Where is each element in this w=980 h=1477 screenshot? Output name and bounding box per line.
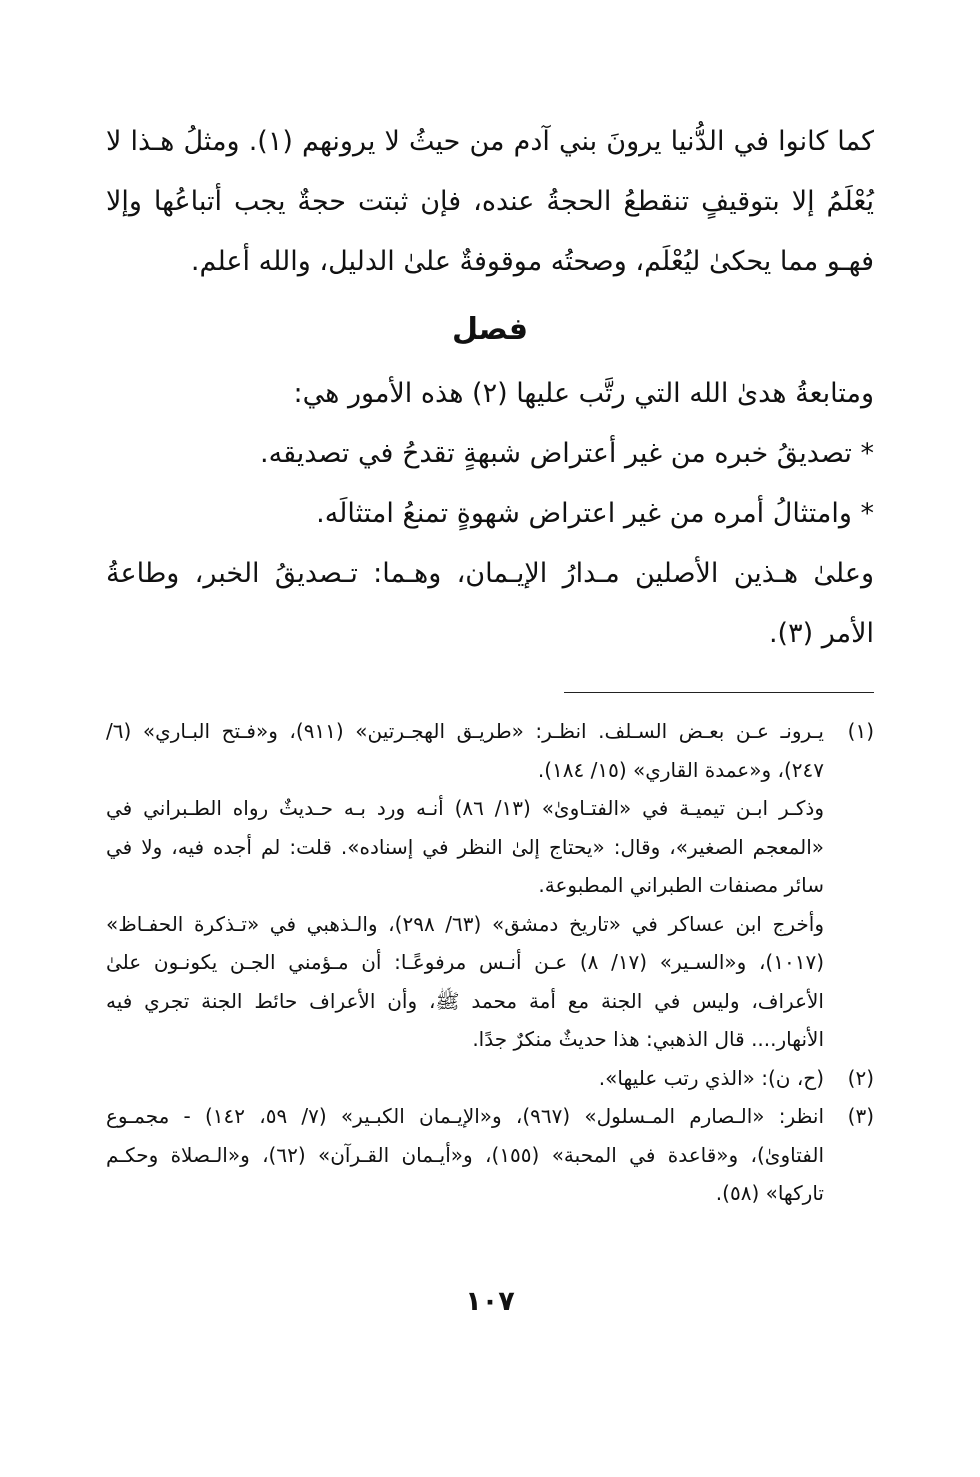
main-text <box>106 112 874 664</box>
paragraph-1: كما كانوا في الدُّنيا يرونَ بني آدم من حيثُ لا يرونهم (١). ومثلُ هـذا لا يُعْلَمُ إلا بتوقيفٍ تنقطعُ الحجةُ عنده، فإن ثبتت حجةٌ يجب أتباعُها وإلا فهـو مما يحكىٰ ليُعْلَم، وصحتُه موقوفةٌ علىٰ الدليل، والله أعلم. <box>106 126 874 277</box>
footnote-1 <box>106 712 874 1059</box>
footnote-number: (٢) <box>847 1065 874 1090</box>
footnote-body <box>106 1059 824 1098</box>
paragraph-3: وعلىٰ هـذين الأصلين مـدارُ الإيـمان، وهـما: تـصديقُ الخبر، وطاعةُ الأمر (٣). <box>106 558 874 649</box>
footnote-paragraph: وذكـر ابـن تيميـة في «الفتـاوىٰ» (١٣/ ٨٦) أنـه ورد بـه حـديثٌ رواه الطـبراني في «المعجم الصغير»، وقال: «يحتاج إلىٰ النظر في إسناده». قلت: لم أجده فيه، ولا في سائر مصنفات الطبراني المطبوعة. <box>106 796 824 897</box>
page-number: ١٠٧ <box>465 1286 515 1317</box>
footnote-2 <box>106 1059 874 1098</box>
list-item-2: * وامتثالُ أمره من غير اعتراض شهوةٍ تمنعُ امتثالَه. <box>316 498 874 529</box>
footnote-body <box>106 712 824 1059</box>
footnote-paragraph: وأخرج ابن عساكر في «تاريخ دمشق» (٦٣/ ٢٩٨)، والـذهبي في «تـذكرة الحفـاظ» (١٠١٧)، و«السـير» (١٧/ ٨) عـن أنـس مرفوعًـا: أن مـؤمني الجـن يكونـون علىٰ الأعراف، وليس في الجنة مع أمة محمد ﷺ، وأن الأعراف حائط الجنة تجري فيه الأنهار.... قال الذهبي: هذا حديثٌ منكرٌ جدًا. <box>106 911 825 1051</box>
footnote-paragraph: يـرونـ عـن بعـض السـلف. انظـر: «طريـق الهجـرتين» (٩١١)، و«فـتح البـاري» (٦/ ٢٤٧)، و«عمدة القاري» (١٥/ ١٨٤). <box>106 719 824 782</box>
section-heading: فصل <box>452 312 528 347</box>
footnote-paragraph: (ح، ن): «الذي رتب عليها». <box>598 1065 824 1090</box>
footnote-divider <box>564 692 874 693</box>
paragraph-2: ومتابعةُ هدىٰ الله التي رتَّب عليها (٢) هذه الأمور هي: <box>293 378 874 409</box>
footnote-body <box>106 1097 824 1213</box>
footnote-number: (٣) <box>847 1104 874 1128</box>
footnote-number: (١) <box>847 719 874 743</box>
footnotes <box>106 712 874 1213</box>
list-item-1: * تصديقُ خبره من غير أعتراض شبهةٍ تقدحُ في تصديقه. <box>260 438 874 469</box>
footnote-paragraph: انظر: «الـصارم المـسلول» (٩٦٧)، و«الإيـمان الكبـير» (٧/ ٥٩، ١٤٢) - مجمـوع الفتاوىٰ)، و«قاعدة في المحبة» (١٥٥)، و«أيـمان القـرآن» (٦٢)، و«الـصلاة وحكـم تاركها» (٥٨). <box>106 1104 825 1205</box>
footnote-3 <box>106 1097 874 1213</box>
